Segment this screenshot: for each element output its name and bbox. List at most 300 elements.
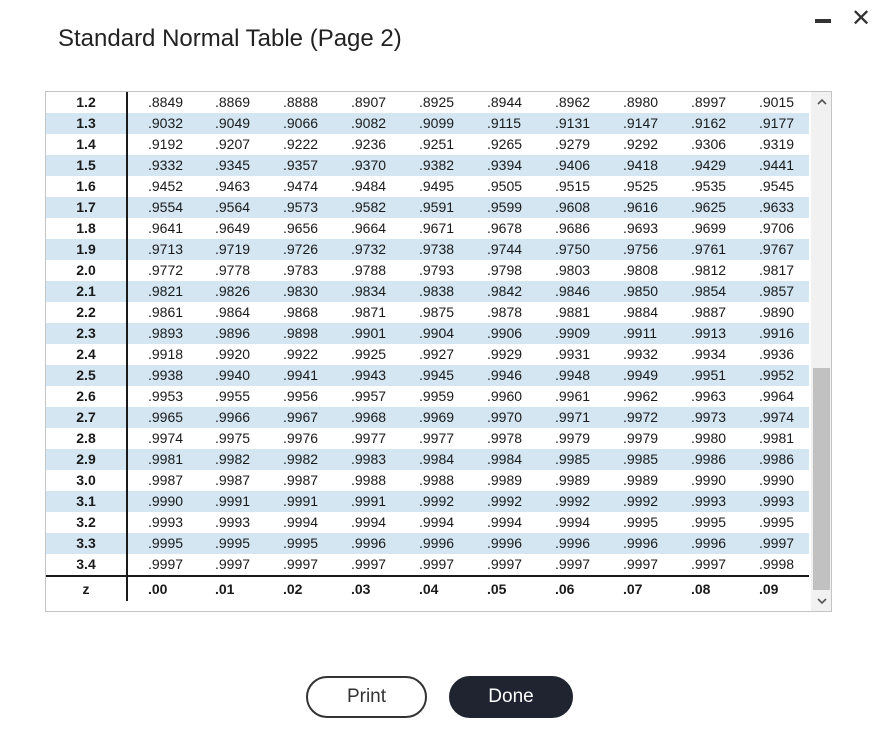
- probability-cell: .9976: [283, 430, 319, 446]
- probability-cell: .8888: [283, 94, 319, 110]
- probability-cell: .9545: [759, 178, 795, 194]
- probability-cell: .9997: [487, 556, 523, 572]
- probability-cell: .9292: [623, 136, 659, 152]
- z-value-cell: 1.2: [46, 92, 127, 113]
- close-icon: ✕: [850, 5, 872, 32]
- probability-cell: .9854: [673, 281, 741, 302]
- probability-cell: .9608: [537, 197, 605, 218]
- probability-cell: .9925: [351, 346, 387, 362]
- z-value-cell: 1.3: [46, 113, 127, 134]
- probability-cell: .9995: [265, 533, 333, 554]
- z-value-cell: 2.0: [46, 260, 127, 281]
- probability-cell: .9898: [265, 323, 333, 344]
- probability-cell: .9744: [469, 239, 537, 260]
- probability-cell: .9988: [419, 472, 455, 488]
- probability-cell: .9946: [469, 365, 537, 386]
- probability-cell: .9984: [469, 449, 537, 470]
- probability-cell: .9994: [419, 514, 455, 530]
- probability-cell: .9207: [215, 136, 251, 152]
- probability-cell: .9370: [333, 155, 401, 176]
- probability-cell: .9985: [537, 449, 605, 470]
- column-header-cell: .02: [265, 576, 333, 601]
- probability-cell: .9994: [555, 514, 591, 530]
- probability-cell: .9992: [537, 491, 605, 512]
- probability-cell: .9986: [741, 449, 809, 470]
- probability-cell: .9641: [148, 220, 184, 236]
- probability-cell: .9962: [623, 388, 659, 404]
- probability-cell: .9441: [741, 155, 809, 176]
- table-row: [46, 407, 809, 428]
- probability-cell: .9992: [469, 491, 537, 512]
- probability-cell: .9115: [469, 113, 537, 134]
- column-header-cell: .04: [401, 576, 469, 601]
- probability-cell: .9995: [197, 533, 265, 554]
- probability-cell: .9099: [401, 113, 469, 134]
- probability-cell: .9066: [265, 113, 333, 134]
- probability-cell: .9964: [759, 388, 795, 404]
- table-row: [46, 92, 809, 113]
- probability-cell: .9997: [623, 556, 659, 572]
- table-row: [46, 449, 809, 470]
- probability-cell: .9147: [605, 113, 673, 134]
- probability-cell: .9940: [197, 365, 265, 386]
- probability-cell: .9955: [215, 388, 251, 404]
- probability-cell: .9959: [419, 388, 455, 404]
- probability-cell: .9394: [469, 155, 537, 176]
- probability-cell: .9981: [759, 430, 795, 446]
- probability-cell: .9982: [197, 449, 265, 470]
- column-header-cell: .07: [605, 576, 673, 601]
- probability-cell: .9656: [283, 220, 319, 236]
- scrollbar-thumb[interactable]: [813, 368, 830, 590]
- probability-cell: .9984: [401, 449, 469, 470]
- probability-cell: .9878: [487, 304, 523, 320]
- probability-cell: .8997: [691, 94, 727, 110]
- probability-cell: .9997: [215, 556, 251, 572]
- z-value-cell: 1.6: [46, 176, 127, 197]
- probability-cell: .8907: [351, 94, 387, 110]
- probability-cell: .9573: [265, 197, 333, 218]
- table-row: [46, 302, 809, 323]
- probability-cell: .9861: [148, 304, 184, 320]
- z-value-cell: 2.4: [46, 344, 127, 365]
- probability-cell: .9890: [759, 304, 795, 320]
- probability-cell: .9995: [691, 514, 727, 530]
- probability-cell: .9901: [333, 323, 401, 344]
- probability-cell: .9761: [673, 239, 741, 260]
- probability-cell: .9463: [215, 178, 251, 194]
- table-row: [46, 470, 809, 491]
- probability-cell: .9951: [673, 365, 741, 386]
- close-button[interactable]: [848, 6, 874, 32]
- probability-cell: .9838: [401, 281, 469, 302]
- probability-cell: .9803: [555, 262, 591, 278]
- probability-cell: .9896: [197, 323, 265, 344]
- probability-cell: .9977: [351, 430, 387, 446]
- probability-cell: .9535: [691, 178, 727, 194]
- z-value-cell: 2.7: [46, 407, 127, 428]
- table-row: [46, 512, 809, 533]
- z-value-cell: 1.9: [46, 239, 127, 260]
- probability-cell: .9279: [555, 136, 591, 152]
- probability-cell: .9633: [741, 197, 809, 218]
- probability-cell: .9974: [148, 430, 184, 446]
- probability-cell: .9949: [605, 365, 673, 386]
- chevron-down-icon: [817, 597, 827, 605]
- probability-cell: .9515: [555, 178, 591, 194]
- probability-cell: .9991: [265, 491, 333, 512]
- probability-cell: .9973: [673, 407, 741, 428]
- z-value-cell: 1.8: [46, 218, 127, 239]
- probability-cell: .9726: [265, 239, 333, 260]
- probability-cell: .9236: [351, 136, 387, 152]
- probability-cell: .9996: [673, 533, 741, 554]
- probability-cell: .9345: [197, 155, 265, 176]
- probability-cell: .9982: [265, 449, 333, 470]
- column-header-cell: .01: [197, 576, 265, 601]
- z-value-cell: 3.2: [46, 512, 127, 533]
- probability-cell: .9864: [215, 304, 251, 320]
- probability-cell: .9222: [283, 136, 319, 152]
- probability-cell: .9875: [419, 304, 455, 320]
- table-row: [46, 365, 809, 386]
- probability-cell: .9332: [127, 155, 197, 176]
- probability-cell: .9938: [127, 365, 197, 386]
- probability-cell: .9989: [623, 472, 659, 488]
- probability-cell: .9319: [759, 136, 795, 152]
- probability-cell: .9960: [487, 388, 523, 404]
- probability-cell: .9177: [741, 113, 809, 134]
- probability-cell: .9693: [623, 220, 659, 236]
- probability-cell: .9990: [759, 472, 795, 488]
- table-row: [46, 155, 809, 176]
- probability-cell: .9826: [197, 281, 265, 302]
- probability-cell: .9985: [605, 449, 673, 470]
- probability-cell: .9991: [333, 491, 401, 512]
- probability-cell: .9987: [215, 472, 251, 488]
- probability-cell: .9505: [487, 178, 523, 194]
- table-row: [46, 113, 809, 134]
- probability-cell: .8925: [419, 94, 455, 110]
- probability-cell: .9990: [127, 491, 197, 512]
- z-value-cell: 3.3: [46, 533, 127, 554]
- probability-cell: .9997: [283, 556, 319, 572]
- probability-cell: .9920: [215, 346, 251, 362]
- probability-cell: .9706: [759, 220, 795, 236]
- probability-cell: .9713: [127, 239, 197, 260]
- probability-cell: .9995: [623, 514, 659, 530]
- probability-cell: .9979: [623, 430, 659, 446]
- probability-cell: .9994: [487, 514, 523, 530]
- probability-cell: .9992: [401, 491, 469, 512]
- probability-cell: .9996: [605, 533, 673, 554]
- probability-cell: .9989: [487, 472, 523, 488]
- probability-cell: .9750: [537, 239, 605, 260]
- probability-cell: .9989: [555, 472, 591, 488]
- probability-cell: .9554: [127, 197, 197, 218]
- probability-cell: .9988: [351, 472, 387, 488]
- probability-cell: .9996: [401, 533, 469, 554]
- probability-cell: .9649: [215, 220, 251, 236]
- z-value-cell: 2.2: [46, 302, 127, 323]
- probability-cell: .9406: [537, 155, 605, 176]
- probability-cell: .9793: [419, 262, 455, 278]
- probability-cell: .9788: [351, 262, 387, 278]
- probability-cell: .8980: [623, 94, 659, 110]
- probability-cell: .9956: [283, 388, 319, 404]
- probability-cell: .9357: [265, 155, 333, 176]
- table-row: [46, 281, 809, 302]
- probability-cell: .9983: [333, 449, 401, 470]
- probability-cell: .9495: [419, 178, 455, 194]
- probability-cell: .9931: [555, 346, 591, 362]
- probability-cell: .9582: [333, 197, 401, 218]
- probability-cell: .9957: [351, 388, 387, 404]
- probability-cell: .9980: [691, 430, 727, 446]
- probability-cell: .9978: [487, 430, 523, 446]
- z-value-cell: 3.1: [46, 491, 127, 512]
- probability-cell: .9974: [741, 407, 809, 428]
- probability-cell: .9049: [197, 113, 265, 134]
- table-row: [46, 239, 809, 260]
- standard-normal-table: [46, 92, 809, 601]
- probability-cell: .9927: [419, 346, 455, 362]
- z-value-cell: 1.4: [46, 134, 127, 155]
- z-value-cell: 3.4: [46, 554, 127, 576]
- probability-cell: .9987: [148, 472, 184, 488]
- table-row: [46, 197, 809, 218]
- probability-cell: .9997: [691, 556, 727, 572]
- probability-cell: .9756: [605, 239, 673, 260]
- probability-cell: .9970: [469, 407, 537, 428]
- probability-cell: .9699: [691, 220, 727, 236]
- probability-cell: .9936: [759, 346, 795, 362]
- probability-cell: .9881: [555, 304, 591, 320]
- scroll-down-button[interactable]: [811, 591, 832, 611]
- probability-cell: .9082: [333, 113, 401, 134]
- probability-cell: .9998: [759, 556, 795, 572]
- probability-cell: .9945: [401, 365, 469, 386]
- z-value-cell: 2.5: [46, 365, 127, 386]
- probability-cell: .9995: [759, 514, 795, 530]
- probability-cell: .9997: [419, 556, 455, 572]
- minimize-icon: [815, 19, 831, 23]
- probability-cell: .9842: [469, 281, 537, 302]
- column-header-cell: .00: [127, 576, 197, 601]
- probability-cell: .9251: [419, 136, 455, 152]
- probability-cell: .9953: [148, 388, 184, 404]
- column-header-row: [46, 576, 809, 601]
- probability-cell: .9993: [673, 491, 741, 512]
- probability-cell: .9916: [741, 323, 809, 344]
- probability-cell: .9971: [537, 407, 605, 428]
- probability-cell: .9975: [215, 430, 251, 446]
- probability-cell: .9625: [673, 197, 741, 218]
- probability-cell: .9772: [148, 262, 184, 278]
- scroll-up-button[interactable]: [811, 92, 832, 112]
- probability-cell: .9382: [401, 155, 469, 176]
- table-row: [46, 428, 809, 449]
- probability-cell: .9948: [537, 365, 605, 386]
- column-header-cell: .05: [469, 576, 537, 601]
- probability-cell: .9909: [537, 323, 605, 344]
- probability-cell: .9131: [537, 113, 605, 134]
- probability-cell: .9671: [419, 220, 455, 236]
- probability-cell: .9941: [265, 365, 333, 386]
- probability-cell: .9812: [691, 262, 727, 278]
- probability-cell: .8944: [487, 94, 523, 110]
- probability-cell: .9981: [127, 449, 197, 470]
- probability-cell: .9986: [673, 449, 741, 470]
- probability-cell: .9738: [401, 239, 469, 260]
- probability-cell: .9265: [487, 136, 523, 152]
- probability-cell: .9850: [605, 281, 673, 302]
- dialog-title: Standard Normal Table (Page 2): [58, 25, 402, 52]
- probability-cell: .9943: [333, 365, 401, 386]
- probability-cell: .9834: [333, 281, 401, 302]
- probability-cell: .9732: [333, 239, 401, 260]
- z-value-cell: 1.7: [46, 197, 127, 218]
- probability-cell: .9821: [127, 281, 197, 302]
- probability-cell: .9972: [605, 407, 673, 428]
- probability-cell: .9767: [741, 239, 809, 260]
- probability-cell: .9963: [691, 388, 727, 404]
- probability-cell: .9990: [691, 472, 727, 488]
- probability-cell: .9952: [741, 365, 809, 386]
- probability-cell: .9306: [691, 136, 727, 152]
- table-row: [46, 134, 809, 155]
- probability-cell: .9591: [401, 197, 469, 218]
- probability-cell: .9997: [555, 556, 591, 572]
- probability-cell: .9997: [741, 533, 809, 554]
- probability-cell: .9996: [537, 533, 605, 554]
- probability-cell: .9830: [265, 281, 333, 302]
- probability-cell: .8962: [555, 94, 591, 110]
- probability-cell: .9868: [283, 304, 319, 320]
- probability-cell: .9932: [623, 346, 659, 362]
- probability-cell: .9993: [741, 491, 809, 512]
- probability-cell: .9991: [197, 491, 265, 512]
- table-row: [46, 554, 809, 576]
- probability-cell: .9967: [265, 407, 333, 428]
- probability-cell: .9995: [127, 533, 197, 554]
- table-row: [46, 218, 809, 239]
- table-row: [46, 533, 809, 554]
- probability-cell: .9616: [605, 197, 673, 218]
- probability-cell: .9857: [741, 281, 809, 302]
- column-header-cell: .08: [673, 576, 741, 601]
- probability-cell: .9564: [197, 197, 265, 218]
- probability-cell: .9778: [215, 262, 251, 278]
- minimize-button[interactable]: [810, 6, 836, 32]
- probability-cell: .9911: [605, 323, 673, 344]
- probability-cell: .9192: [148, 136, 184, 152]
- probability-cell: .9929: [487, 346, 523, 362]
- probability-cell: .9418: [605, 155, 673, 176]
- probability-cell: .9452: [148, 178, 184, 194]
- column-header-cell: .06: [537, 576, 605, 601]
- probability-cell: .9871: [351, 304, 387, 320]
- probability-cell: .9968: [333, 407, 401, 428]
- probability-cell: .9997: [351, 556, 387, 572]
- probability-cell: .9994: [351, 514, 387, 530]
- probability-cell: .9686: [555, 220, 591, 236]
- z-value-cell: 2.1: [46, 281, 127, 302]
- vertical-scrollbar[interactable]: [811, 92, 832, 611]
- z-value-cell: 2.8: [46, 428, 127, 449]
- probability-cell: .9966: [197, 407, 265, 428]
- table-row: [46, 176, 809, 197]
- probability-cell: .9474: [283, 178, 319, 194]
- probability-cell: .9993: [215, 514, 251, 530]
- probability-cell: .9961: [555, 388, 591, 404]
- probability-cell: .9429: [673, 155, 741, 176]
- probability-cell: .9846: [537, 281, 605, 302]
- z-value-cell: 2.3: [46, 323, 127, 344]
- probability-cell: .9719: [197, 239, 265, 260]
- probability-cell: .9783: [283, 262, 319, 278]
- probability-cell: .9993: [148, 514, 184, 530]
- probability-cell: .9484: [351, 178, 387, 194]
- chevron-up-icon: [817, 98, 827, 106]
- probability-cell: .9678: [487, 220, 523, 236]
- probability-cell: .9525: [623, 178, 659, 194]
- probability-cell: .9599: [469, 197, 537, 218]
- probability-cell: .9032: [127, 113, 197, 134]
- probability-cell: .9798: [487, 262, 523, 278]
- print-button[interactable]: Print: [306, 676, 427, 718]
- normal-table-panel: [45, 91, 832, 612]
- table-row: [46, 386, 809, 407]
- probability-cell: .9918: [148, 346, 184, 362]
- probability-cell: .9884: [623, 304, 659, 320]
- z-value-cell: 1.5: [46, 155, 127, 176]
- probability-cell: .9015: [759, 94, 795, 110]
- probability-cell: .8869: [215, 94, 251, 110]
- probability-cell: .9817: [759, 262, 795, 278]
- probability-cell: .9969: [401, 407, 469, 428]
- probability-cell: .9893: [127, 323, 197, 344]
- done-button[interactable]: Done: [449, 676, 573, 718]
- probability-cell: .9996: [333, 533, 401, 554]
- probability-cell: .9913: [673, 323, 741, 344]
- probability-cell: .9965: [127, 407, 197, 428]
- z-value-cell: 2.6: [46, 386, 127, 407]
- probability-cell: .8849: [148, 94, 184, 110]
- probability-cell: .9906: [469, 323, 537, 344]
- probability-cell: .9162: [673, 113, 741, 134]
- z-value-cell: 3.0: [46, 470, 127, 491]
- probability-cell: .9904: [401, 323, 469, 344]
- column-header-cell: .03: [333, 576, 401, 601]
- probability-cell: .9934: [691, 346, 727, 362]
- table-row: [46, 323, 809, 344]
- table-row: [46, 491, 809, 512]
- probability-cell: .9997: [148, 556, 184, 572]
- probability-cell: .9992: [605, 491, 673, 512]
- probability-cell: .9664: [351, 220, 387, 236]
- table-scroll-area[interactable]: [46, 92, 810, 611]
- z-value-cell: 2.9: [46, 449, 127, 470]
- table-row: [46, 344, 809, 365]
- table-row: [46, 260, 809, 281]
- column-header-cell: .09: [741, 576, 809, 601]
- z-header-cell: z: [46, 576, 127, 601]
- probability-cell: .9887: [691, 304, 727, 320]
- probability-cell: .9996: [469, 533, 537, 554]
- probability-cell: .9922: [283, 346, 319, 362]
- probability-cell: .9994: [283, 514, 319, 530]
